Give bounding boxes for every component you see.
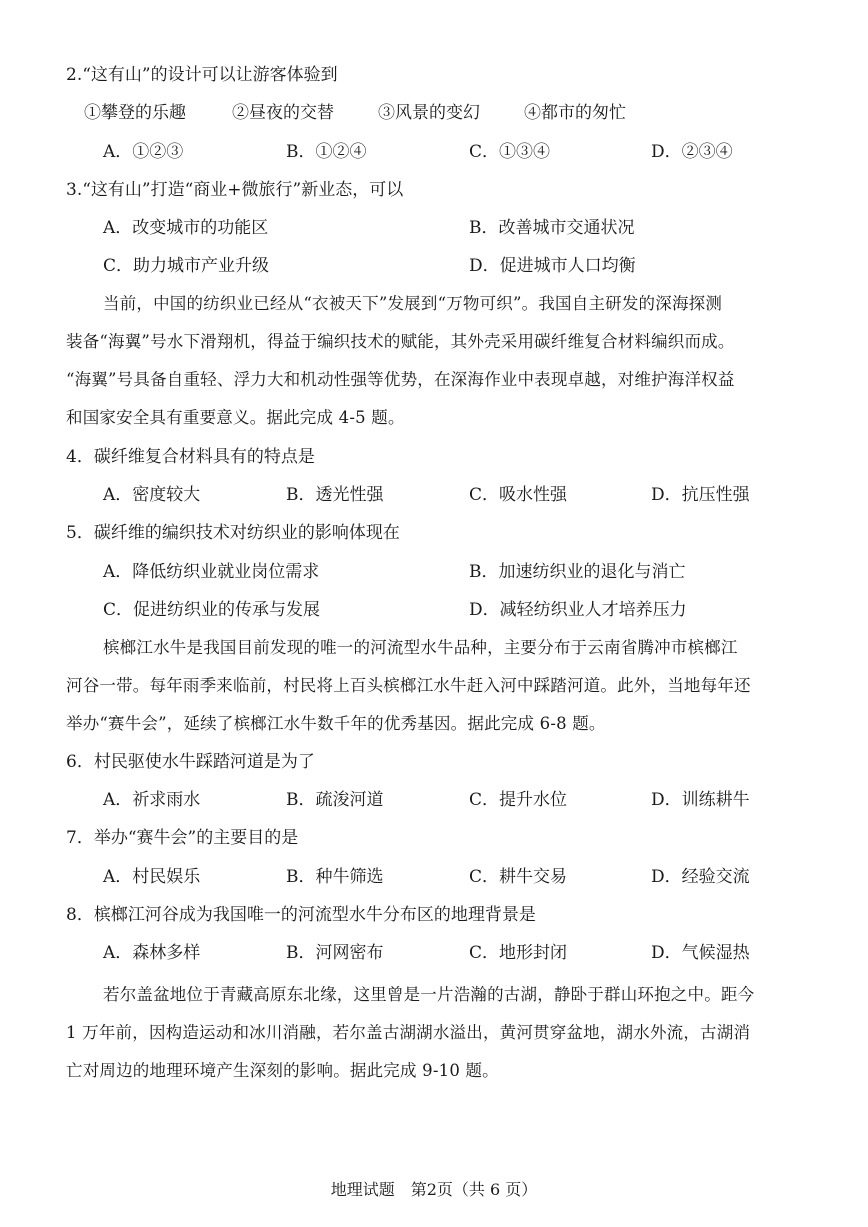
q3-option-b: B．改善城市交通状况 — [469, 218, 635, 238]
q2-option-d: D．②③④ — [651, 142, 733, 162]
q3-option-c: C．助力城市产业升级 — [103, 256, 270, 276]
q2-option-b: B．①②④ — [286, 142, 367, 162]
q3-option-d: D．促进城市人口均衡 — [469, 256, 636, 276]
passage-2-line: 槟榔江水牛是我国目前发现的唯一的河流型水牛品种，主要分布于云南省腾冲市槟榔江 — [103, 638, 738, 657]
q5-option-b: B．加速纺织业的退化与消亡 — [469, 562, 686, 582]
passage-2-line: 河谷一带。每年雨季来临前，村民将上百头槟榔江水牛赶入河中踩踏河道。此外，当地每年还 — [66, 676, 751, 695]
q6-option-d: D．训练耕牛 — [651, 790, 750, 810]
question-5-stem: 5．碳纤维的编织技术对纺织业的影响体现在 — [66, 523, 400, 543]
q2-item-3: ③风景的变幻 — [378, 103, 480, 123]
passage-3-line: 亡对周边的地理环境产生深刻的影响。据此完成 9-10 题。 — [66, 1061, 499, 1080]
q4-option-c: C．吸水性强 — [469, 485, 568, 505]
passage-2-line: 举办“赛牛会”，延续了槟榔江水牛数千年的优秀基因。据此完成 6-8 题。 — [66, 714, 606, 733]
passage-1-line: 当前，中国的纺织业已经从“衣被天下”发展到“万物可织”。我国自主研发的深海探测 — [103, 294, 723, 313]
q6-option-c: C．提升水位 — [469, 790, 568, 810]
passage-3-line: 若尔盖盆地位于青藏高原东北缘，这里曾是一片浩瀚的古湖，静卧于群山环抱之中。距今 — [103, 985, 755, 1004]
passage-1-line: 和国家安全具有重要意义。据此完成 4-5 题。 — [66, 408, 405, 427]
question-4-stem: 4．碳纤维复合材料具有的特点是 — [66, 447, 315, 467]
q8-option-d: D．气候湿热 — [651, 943, 750, 963]
q6-option-a: A．祈求雨水 — [103, 790, 201, 810]
q3-option-a: A．改变城市的功能区 — [103, 218, 269, 238]
question-8-stem: 8．槟榔江河谷成为我国唯一的河流型水牛分布区的地理背景是 — [66, 905, 536, 925]
q2-item-1: ①攀登的乐趣 — [84, 103, 186, 123]
q2-option-c: C．①③④ — [469, 142, 551, 162]
q4-option-a: A．密度较大 — [103, 485, 201, 505]
q4-option-d: D．抗压性强 — [651, 485, 750, 505]
q7-option-a: A．村民娱乐 — [103, 867, 201, 887]
q4-option-b: B．透光性强 — [286, 485, 384, 505]
passage-1-line: 装备“海翼”号水下滑翔机，得益于编织技术的赋能，其外壳采用碳纤维复合材料编织而成。 — [66, 332, 735, 351]
q2-item-4: ④都市的匆忙 — [524, 103, 626, 123]
question-3-stem: 3.“这有山”打造“商业+微旅行”新业态，可以 — [66, 180, 404, 200]
q5-option-d: D．减轻纺织业人才培养压力 — [469, 600, 687, 620]
q7-option-b: B．种牛筛选 — [286, 867, 384, 887]
q5-option-c: C．促进纺织业的传承与发展 — [103, 600, 321, 620]
q8-option-b: B．河网密布 — [286, 943, 384, 963]
passage-1-line: “海翼”号具备自重轻、浮力大和机动性强等优势，在深海作业中表现卓越，对维护海洋权益 — [66, 370, 735, 389]
q8-option-a: A．森林多样 — [103, 943, 201, 963]
question-7-stem: 7．举办“赛牛会”的主要目的是 — [66, 828, 299, 848]
question-6-stem: 6．村民驱使水牛踩踏河道是为了 — [66, 752, 315, 772]
q6-option-b: B．疏浚河道 — [286, 790, 384, 810]
q2-item-2: ②昼夜的交替 — [232, 103, 334, 123]
q5-option-a: A．降低纺织业就业岗位需求 — [103, 562, 320, 582]
question-2-stem: 2.“这有山”的设计可以让游客体验到 — [66, 65, 338, 85]
q2-option-a: A．①②③ — [103, 142, 184, 162]
passage-3-line: 1 万年前，因构造运动和冰川消融，若尔盖古湖湖水溢出，黄河贯穿盆地，湖水外流，古湖消 — [66, 1023, 751, 1042]
page-footer: 地理试题 第2页（共 6 页） — [330, 1180, 538, 1199]
q7-option-c: C．耕牛交易 — [469, 867, 568, 887]
q7-option-d: D．经验交流 — [651, 867, 750, 887]
q8-option-c: C．地形封闭 — [469, 943, 568, 963]
